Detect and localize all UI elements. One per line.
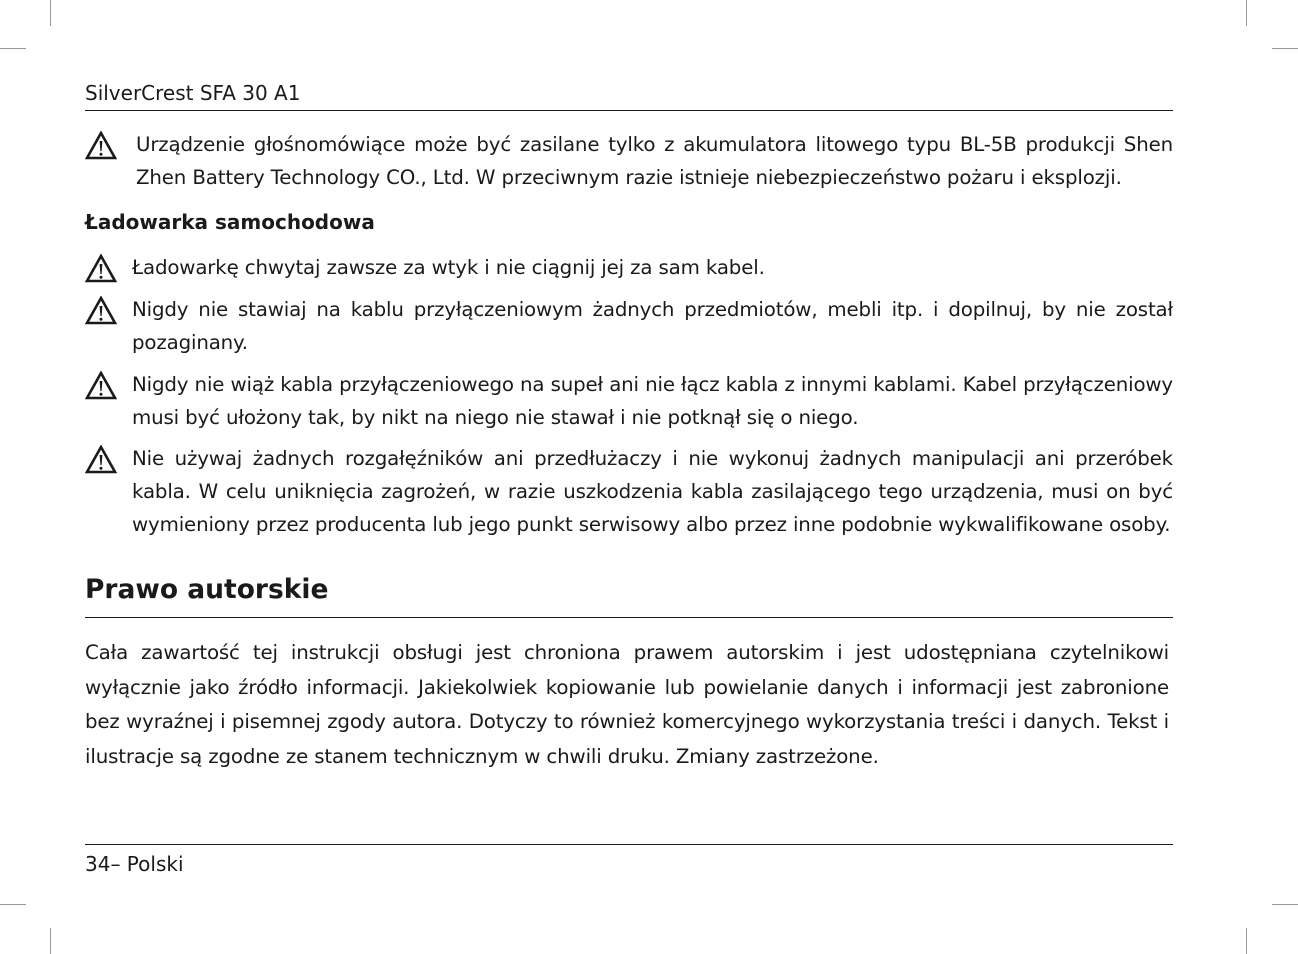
copyright-body: Cała zawartość tej instrukcji obsługi jest chroniona prawem autorskim i jest udostępniana czytelnikowi wyłącznie jako źródło informacji. Jakiekolwiek kopiowanie lub powielanie danych i informacji jest zabronione bez wyraźnej i pisemnej zgody autora. Dotyczy to również komercyjnego wykorzystania treści i danych. Tekst i ilustracje są zgodne ze stanem technicznym w chwili druku. Zmiany zastrzeżone. — [85, 641, 1169, 768]
intro-warning-text: Urządzenie głośnomówiące może być zasilane tylko z akumulatora litowego typu BL-5B produkcji Shen Zhen Battery Technology CO., Ltd. W przeciwnym razie istnieje niebezpieczeństwo pożaru i eksplozji. — [136, 133, 1173, 189]
crop-mark — [50, 928, 51, 954]
crop-mark — [1246, 0, 1247, 26]
footer-rule — [85, 844, 1173, 845]
warning-text: Nigdy nie wiąż kabla przyłączeniowego na supeł ani nie łącz kabla z innymi kablami. Kabel przyłączeniowy musi być ułożony tak, by nikt na niego nie stawał i nie potknął się o niego. — [132, 373, 1173, 429]
warning-triangle-icon — [85, 445, 117, 475]
header-title: SilverCrest SFA 30 A1 — [85, 81, 301, 105]
crop-mark — [50, 0, 51, 26]
page-number: 34– Polski — [85, 852, 184, 876]
charger-heading: Ładowarka samochodowa — [85, 210, 375, 234]
warning-item — [85, 442, 1173, 541]
warning-triangle-icon — [85, 371, 117, 401]
intro-warning — [85, 128, 1173, 194]
crop-mark — [1272, 48, 1298, 49]
section-title: Prawo autorskie — [85, 574, 329, 605]
warning-text: Nigdy nie stawiaj na kablu przyłączeniowym żadnych przedmiotów, mebli itp. i dopilnuj, by nie został pozaginany. — [132, 298, 1173, 354]
crop-mark — [0, 48, 26, 49]
crop-mark — [1272, 904, 1298, 905]
warning-item — [85, 368, 1173, 434]
warning-text: Nie używaj żadnych rozgałęźników ani przedłużaczy i nie wykonuj żadnych manipulacji ani przeróbek kabla. W celu uniknięcia zagrożeń, w razie uszkodzenia kabla zasilającego tego urządzenia, musi on być wymieniony przez producenta lub jego punkt serwisowy albo przez inne podobnie wykwalifikowane osoby. — [132, 447, 1173, 536]
warning-text: Ładowarkę chwytaj zawsze za wtyk i nie ciągnij jej za sam kabel. — [132, 256, 765, 279]
warning-item — [85, 293, 1173, 359]
header-rule — [85, 110, 1173, 111]
warning-triangle-icon — [85, 296, 117, 326]
crop-mark — [1246, 928, 1247, 954]
warning-item — [85, 251, 1173, 284]
crop-mark — [0, 904, 26, 905]
section-rule — [85, 617, 1173, 618]
warning-triangle-icon — [85, 131, 117, 161]
warning-triangle-icon — [85, 254, 117, 284]
